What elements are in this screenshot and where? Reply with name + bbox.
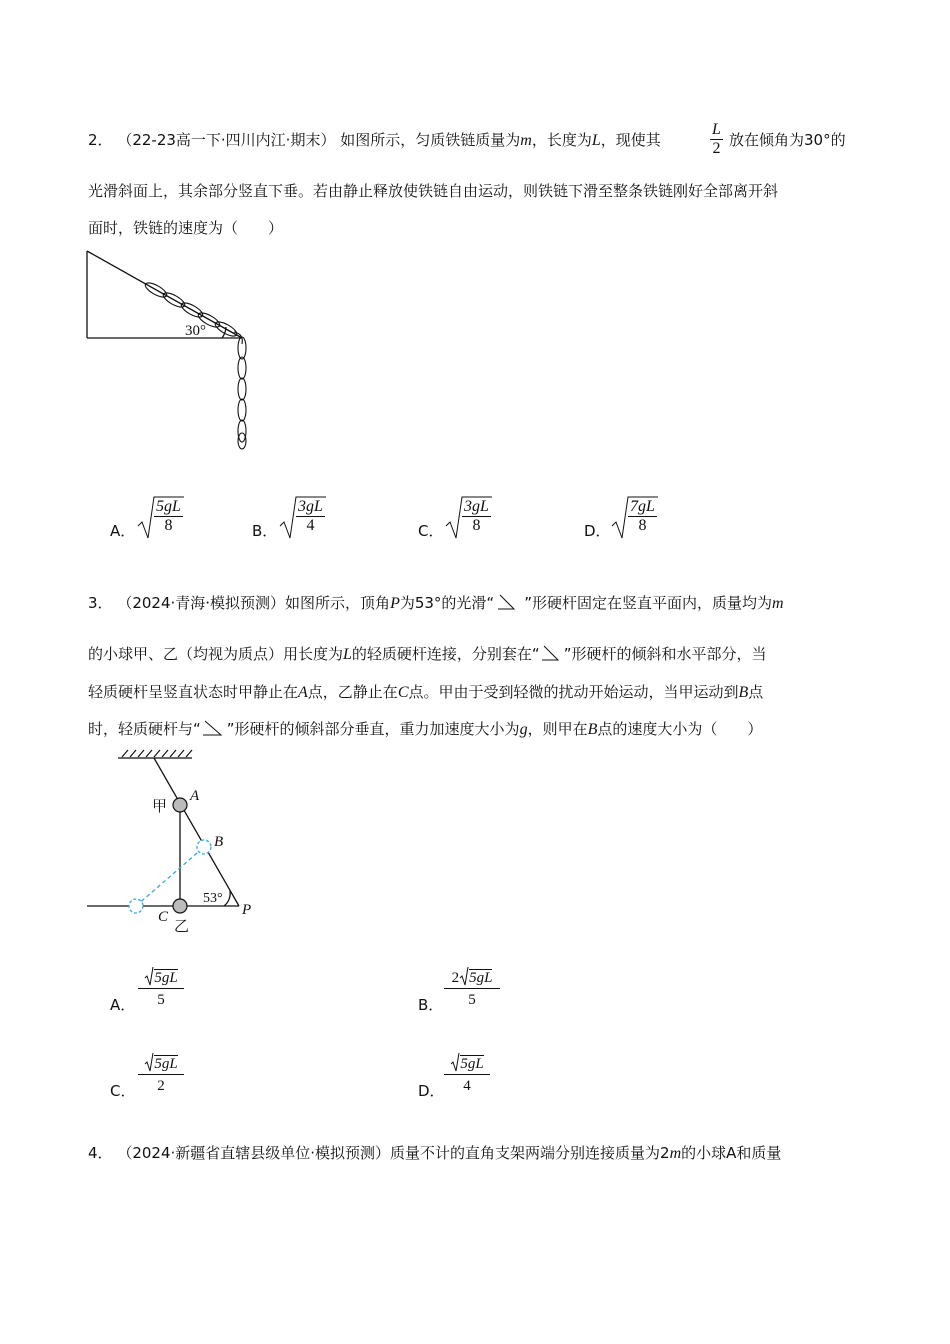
q3-option-a-frac <box>138 966 184 1009</box>
q2-option-d-num: 7gL <box>630 498 655 515</box>
q4-var-m: m <box>669 1145 682 1162</box>
q2-option-a-frac <box>154 498 183 535</box>
q3-option-c-rad: 5gL <box>154 1056 178 1072</box>
q3-var-B: B <box>738 684 749 701</box>
q3-option-d-label: D． <box>418 1082 445 1100</box>
q2-option-c-num: 3gL <box>464 498 489 515</box>
q3-var-P: P <box>390 595 400 612</box>
q2-angle-label: 30° <box>185 323 206 339</box>
q3-line2-c: ”形硬杆的倾斜和水平部分，当 <box>563 645 767 663</box>
q3-var-m: m <box>771 595 784 612</box>
q3-option-d-radical <box>450 1052 460 1072</box>
q3-label-P: P <box>242 902 252 918</box>
q3-option-c-den: 2 <box>157 1078 165 1094</box>
q3-line3 <box>88 682 763 703</box>
q2-option-b-frac <box>296 498 325 535</box>
q2-var-L: L <box>591 132 601 149</box>
q3-source: （2024·青海·模拟预测） <box>117 594 286 612</box>
q3-line4-b: ”形硬杆的倾斜部分垂直，重力加速度大小为 <box>226 720 520 738</box>
q3-dashed-rod <box>136 847 204 906</box>
q3-label-yi: 乙 <box>174 919 190 935</box>
q4-text-2: 的小球A和质量 <box>681 1144 782 1162</box>
q2-option-d-den: 8 <box>638 517 647 534</box>
q3-line1-a: 如图所示，顶角 <box>285 594 391 612</box>
q3-rod-shape-icon-2 <box>540 644 564 664</box>
q3-option-a-rad: 5gL <box>154 970 178 986</box>
q3-label-angle: 53° <box>203 891 223 906</box>
q3-ball-dashed-C <box>129 899 143 913</box>
q2-option-b-num: 3gL <box>298 498 323 515</box>
q3-line3-d: 点 <box>748 683 764 701</box>
q2-fraction <box>710 121 723 158</box>
q2-line1-end: 放在倾角为30°的 <box>729 131 846 149</box>
q3-option-b-den: 5 <box>468 992 476 1008</box>
q2-option-c-den: 8 <box>472 517 481 534</box>
q3-option-d-den: 4 <box>463 1078 471 1094</box>
q2-option-b-den: 4 <box>306 517 315 534</box>
q2-line3: 面时，铁链的速度为（ ） <box>88 219 284 237</box>
q3-line2-b: 的轻质硬杆连接，分别套在“ <box>351 645 540 663</box>
q2-var-m: m <box>520 132 532 149</box>
q4-source: （2024·新疆省直辖县级单位·模拟预测） <box>117 1144 391 1162</box>
q3-line3-b: 点，乙静止在 <box>307 683 398 701</box>
q3-option-c-radical <box>144 1052 154 1072</box>
q4-text: 质量不计的直角支架两端分别连接质量为2 <box>390 1144 670 1162</box>
q3-line4 <box>88 719 762 740</box>
q3-option-d-frac <box>444 1052 490 1095</box>
q2-incline-slope <box>87 251 242 338</box>
q3-line2 <box>88 644 766 665</box>
q3-line4-d: 点的速度大小为（ ） <box>597 720 763 738</box>
q3-option-b-rad: 5gL <box>469 970 493 986</box>
q3-rod-shape-icon-3 <box>201 719 227 739</box>
q3-line1-c: ”形硬杆固定在竖直平面内，质量均为 <box>524 594 772 612</box>
q2-text-a: 如图所示，匀质铁链质量为 <box>340 131 521 149</box>
q2-text-b: ，长度为 <box>531 131 592 149</box>
q3-option-d-rad: 5gL <box>460 1056 484 1072</box>
q3-angle-arc <box>224 891 230 906</box>
q2-option-c-frac <box>462 498 491 535</box>
q3-option-b-radical <box>459 966 469 986</box>
q3-label-C: C <box>158 909 169 925</box>
q2-line1 <box>88 130 661 151</box>
q3-line1-b: 为53°的光滑“ <box>399 594 495 612</box>
q3-inclined-rod <box>154 758 239 906</box>
q3-option-c-label: C． <box>110 1082 136 1100</box>
q2-option-c-label: C． <box>418 522 444 540</box>
q3-option-b-coef: 2 <box>451 970 460 986</box>
q2-option-a-den: 8 <box>164 517 173 534</box>
q3-rod-shape-icon <box>494 593 524 613</box>
q2-option-a-num: 5gL <box>156 498 181 515</box>
q3-option-b-label: B． <box>418 996 444 1014</box>
q3-var-g: g <box>519 721 528 738</box>
q4-line1 <box>88 1143 781 1164</box>
q3-line4-a: 时，轻质硬杆与“ <box>88 720 201 738</box>
q3-line2-a: 的小球甲、乙（均视为质点）用长度为 <box>88 645 344 663</box>
q3-var-A: A <box>298 684 308 701</box>
q3-label-B: B <box>214 834 224 850</box>
q2-source: （22-23高一下·四川内江·期末） <box>117 131 336 149</box>
q2-option-d-frac <box>628 498 657 535</box>
q3-line1 <box>88 593 784 614</box>
q3-var-L: L <box>343 646 352 663</box>
q2-option-a-label: A． <box>110 522 136 540</box>
q3-number: 3． <box>88 594 113 612</box>
q2-text-c: ，现使其 <box>600 131 661 149</box>
q2-chain-hanging <box>238 337 246 449</box>
q3-var-B2: B <box>587 721 598 738</box>
q2-option-b-label: B． <box>252 522 278 540</box>
q3-ceiling <box>118 750 192 758</box>
q3-option-a-radical <box>144 966 154 986</box>
q3-option-a-den: 5 <box>157 992 165 1008</box>
q2-number: 2． <box>88 131 113 149</box>
q3-ball-jia <box>173 798 187 812</box>
q3-ball-yi <box>173 899 187 913</box>
q3-figure <box>84 748 274 938</box>
q4-number: 4． <box>88 1144 113 1162</box>
q2-figure <box>84 248 264 454</box>
q3-line3-a: 轻质硬杆呈竖直状态时甲静止在 <box>88 683 299 701</box>
q3-option-b-frac <box>444 966 500 1009</box>
q3-option-a-label: A． <box>110 996 136 1014</box>
q3-line4-c: ，则甲在 <box>527 720 588 738</box>
q3-line3-c: 点。甲由于受到轻微的扰动开始运动，当甲运动到 <box>408 683 739 701</box>
q3-label-A: A <box>190 788 200 804</box>
q2-frac-num: L <box>712 121 721 138</box>
q2-frac-den: 2 <box>712 140 721 157</box>
q3-var-C: C <box>397 684 409 701</box>
q3-option-c-frac <box>138 1052 184 1095</box>
q2-line2: 光滑斜面上，其余部分竖直下垂。若由静止释放使铁链自由运动，则铁链下滑至整条铁链刚好全部离开斜 <box>88 182 779 200</box>
q2-option-d-label: D． <box>584 522 611 540</box>
q3-ball-dashed-B <box>197 840 211 854</box>
q3-label-jia: 甲 <box>152 799 168 815</box>
